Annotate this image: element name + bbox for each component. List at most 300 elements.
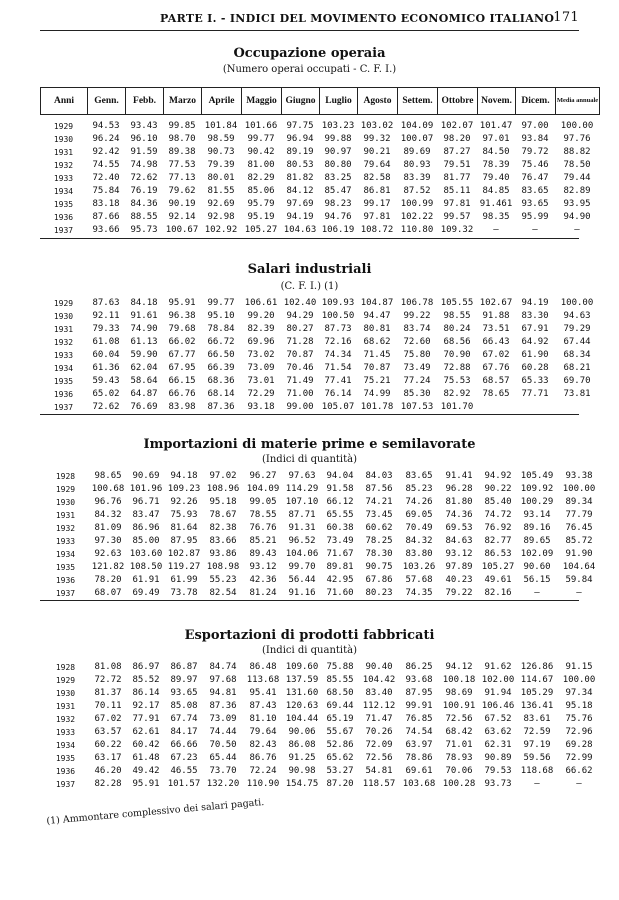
value-cell: 102.92 [204, 225, 238, 235]
value-cell: 72.62 [92, 402, 120, 412]
value-cell: 78.39 [482, 160, 510, 170]
value-cell: 85.08 [170, 701, 198, 711]
value-cell: 92.42 [92, 147, 120, 157]
value-cell: 102.07 [440, 121, 474, 131]
value-cell: 74.35 [405, 588, 433, 598]
table-row [40, 133, 599, 146]
value-cell: 72.29 [247, 389, 275, 399]
value-cell: 98.35 [482, 212, 510, 222]
value-cell: — [574, 225, 580, 235]
value-cell: 86.14 [132, 688, 160, 698]
value-cell: 91.61 [130, 311, 158, 321]
value-cell: 86.87 [170, 662, 198, 672]
value-cell: 99.88 [324, 134, 352, 144]
value-cell: 94.47 [363, 311, 391, 321]
value-cell: 102.67 [479, 298, 513, 308]
value-cell: 66.43 [482, 337, 510, 347]
value-cell: 63.57 [94, 727, 122, 737]
value-cell: 74.98 [130, 160, 158, 170]
year-cell: 1934 [55, 741, 76, 750]
value-cell: 65.19 [326, 714, 354, 724]
value-cell: 66.12 [326, 497, 354, 507]
value-cell: 79.22 [445, 588, 473, 598]
value-cell: 83.25 [324, 173, 352, 183]
year-cell: 1930 [53, 312, 74, 321]
table-row [40, 159, 599, 172]
year-cell: 1932 [55, 524, 76, 533]
value-cell: 80.81 [363, 324, 391, 334]
value-cell: 103.68 [402, 779, 436, 789]
value-cell: 72.60 [403, 337, 431, 347]
value-cell: 79.53 [484, 766, 512, 776]
value-cell: 94.19 [521, 298, 549, 308]
value-cell: 62.31 [484, 740, 512, 750]
value-cell: 93.68 [405, 675, 433, 685]
section-title: Importazioni di materie prime e semilavorate [143, 437, 476, 452]
table-row [40, 297, 599, 310]
data-table-esportazioni [42, 661, 601, 791]
value-cell: 93.66 [92, 225, 120, 235]
value-cell: 91.59 [130, 147, 158, 157]
value-cell: 97.81 [363, 212, 391, 222]
value-cell: 91.16 [288, 588, 316, 598]
value-cell: 108.50 [129, 562, 163, 572]
value-cell: 89.16 [523, 523, 551, 533]
year-cell: 1936 [55, 767, 76, 776]
section-title: Salari industriali [247, 262, 372, 277]
value-cell: 74.99 [363, 389, 391, 399]
value-cell: 91.88 [482, 311, 510, 321]
value-cell: 76.14 [324, 389, 352, 399]
value-cell: 79.51 [443, 160, 471, 170]
running-title: PARTE I. - INDICI DEL MOVIMENTO ECONOMICO ITALIANO [160, 12, 555, 25]
value-cell: 82.92 [443, 389, 471, 399]
value-cell: 102.00 [481, 675, 515, 685]
value-cell: 94.19 [286, 212, 314, 222]
year-cell: 1929 [55, 485, 76, 494]
value-cell: 82.54 [209, 588, 237, 598]
year-cell: 1932 [55, 715, 76, 724]
value-cell: 87.95 [170, 536, 198, 546]
value-cell: 80.23 [365, 588, 393, 598]
value-cell: 96.28 [445, 484, 473, 494]
value-cell: 72.96 [565, 727, 593, 737]
table-row [40, 362, 599, 375]
value-cell: 76.92 [484, 523, 512, 533]
value-cell: 49.42 [132, 766, 160, 776]
value-cell: 89.81 [326, 562, 354, 572]
year-cell: 1934 [53, 187, 74, 196]
value-cell: 67.86 [365, 575, 393, 585]
value-cell: — [493, 225, 499, 235]
value-cell: 65.33 [521, 376, 549, 386]
table-row [40, 349, 599, 362]
value-cell: 81.10 [249, 714, 277, 724]
col-header: Ottobre [438, 88, 478, 115]
value-cell: 94.53 [92, 121, 120, 131]
value-cell: 112.12 [362, 701, 396, 711]
value-cell: 85.30 [403, 389, 431, 399]
value-cell: 84.17 [170, 727, 198, 737]
value-cell: 67.77 [168, 350, 196, 360]
value-cell: 74.54 [405, 727, 433, 737]
table-row [40, 172, 599, 185]
value-cell: 82.89 [563, 186, 591, 196]
value-cell: 97.76 [563, 134, 591, 144]
value-cell: 66.39 [207, 363, 235, 373]
year-cell: 1934 [53, 364, 74, 373]
value-cell: 77.41 [324, 376, 352, 386]
value-cell: 100.99 [400, 199, 434, 209]
value-cell: 99.32 [363, 134, 391, 144]
value-cell: 67.44 [563, 337, 591, 347]
value-cell: 68.14 [207, 389, 235, 399]
value-cell: 91.41 [445, 471, 473, 481]
value-cell: 100.29 [520, 497, 554, 507]
value-cell: 73.49 [403, 363, 431, 373]
value-cell: 109.92 [520, 484, 554, 494]
year-cell: 1930 [55, 689, 76, 698]
table-row [42, 522, 601, 535]
value-cell: 78.65 [482, 389, 510, 399]
value-cell: 83.80 [405, 549, 433, 559]
value-cell: 70.90 [443, 350, 471, 360]
table-row [40, 198, 599, 211]
year-cell: 1929 [53, 122, 74, 131]
value-cell: 92.63 [94, 549, 122, 559]
value-cell [477, 401, 515, 414]
value-cell: 91.15 [565, 662, 593, 672]
value-cell: 88.55 [130, 212, 158, 222]
data-table-importazioni [42, 470, 601, 600]
year-cell: 1937 [55, 780, 76, 789]
table-row [42, 496, 601, 509]
year-cell: 1933 [53, 174, 74, 183]
value-cell: 93.38 [565, 471, 593, 481]
value-cell: 84.18 [130, 298, 158, 308]
value-cell: 76.47 [521, 173, 549, 183]
year-cell: 1929 [55, 676, 76, 685]
value-cell: 70.49 [405, 523, 433, 533]
value-cell: 80.27 [286, 324, 314, 334]
section-title: Esportazioni di prodotti fabbricati [184, 628, 435, 643]
value-cell: 90.73 [207, 147, 235, 157]
value-cell: 98.70 [168, 134, 196, 144]
value-cell: 101.84 [204, 121, 238, 131]
value-cell: 95.73 [130, 225, 158, 235]
value-cell: 83.18 [92, 199, 120, 209]
col-header: Maggio [242, 88, 282, 115]
value-cell: 70.46 [286, 363, 314, 373]
value-cell: 120.63 [285, 701, 319, 711]
year-cell: 1936 [53, 213, 74, 222]
value-cell: 82.16 [484, 588, 512, 598]
value-cell: 87.73 [324, 324, 352, 334]
table-row [40, 224, 599, 237]
value-cell: 99.77 [207, 298, 235, 308]
value-cell: 86.08 [288, 740, 316, 750]
value-cell: 96.71 [132, 497, 160, 507]
value-cell: 96.24 [92, 134, 120, 144]
value-cell: 101.70 [440, 402, 474, 412]
value-cell: 93.65 [170, 688, 198, 698]
value-cell: 71.67 [326, 549, 354, 559]
year-cell: 1936 [53, 390, 74, 399]
year-cell: 1931 [55, 511, 76, 520]
value-cell: 82.58 [363, 173, 391, 183]
value-cell: 72.24 [249, 766, 277, 776]
value-cell: 93.86 [209, 549, 237, 559]
col-header: Media annuale [556, 88, 600, 115]
value-cell: 93.18 [247, 402, 275, 412]
value-cell: 104.09 [400, 121, 434, 131]
value-cell: 61.90 [521, 350, 549, 360]
value-cell: 81.77 [443, 173, 471, 183]
value-cell: 64.87 [130, 389, 158, 399]
value-cell: 84.74 [209, 662, 237, 672]
year-cell: 1928 [55, 472, 76, 481]
year-cell: 1931 [53, 325, 74, 334]
value-cell: 106.78 [400, 298, 434, 308]
value-cell: 73.70 [209, 766, 237, 776]
value-cell: 66.50 [207, 350, 235, 360]
value-cell: 69.28 [565, 740, 593, 750]
value-cell: 86.25 [405, 662, 433, 672]
value-cell: 93.73 [484, 779, 512, 789]
value-cell: 84.85 [482, 186, 510, 196]
value-cell: 82.29 [247, 173, 275, 183]
value-cell: 81.37 [94, 688, 122, 698]
table-row [40, 336, 599, 349]
value-cell: 102.22 [400, 212, 434, 222]
data-table-occupazione [40, 120, 599, 237]
value-cell: 85.00 [132, 536, 160, 546]
value-cell: 83.40 [365, 688, 393, 698]
value-cell: 46.55 [170, 766, 198, 776]
table-row [42, 661, 601, 674]
value-cell: 93.43 [130, 121, 158, 131]
value-cell: 57.68 [405, 575, 433, 585]
value-cell: 87.52 [403, 186, 431, 196]
table-row [42, 574, 601, 587]
value-cell: 83.98 [168, 402, 196, 412]
value-cell: 108.98 [206, 562, 240, 572]
value-cell: 66.15 [168, 376, 196, 386]
value-cell: 73.49 [326, 536, 354, 546]
value-cell: 71.54 [324, 363, 352, 373]
value-cell: 87.63 [92, 298, 120, 308]
value-cell: 87.43 [249, 701, 277, 711]
value-cell: 68.36 [207, 376, 235, 386]
value-cell: 105.55 [440, 298, 474, 308]
table-row [42, 765, 601, 778]
value-cell: — [576, 779, 582, 789]
value-cell: 83.74 [403, 324, 431, 334]
value-cell: 95.18 [209, 497, 237, 507]
value-cell: 73.45 [365, 510, 393, 520]
value-cell: 73.02 [247, 350, 275, 360]
value-cell: 49.61 [484, 575, 512, 585]
value-cell: 70.87 [363, 363, 391, 373]
value-cell: 79.72 [521, 147, 549, 157]
value-cell: 109.93 [321, 298, 355, 308]
value-cell: 118.68 [520, 766, 554, 776]
table-row [42, 752, 601, 765]
value-cell: 103.26 [402, 562, 436, 572]
value-cell: 113.68 [246, 675, 280, 685]
value-cell: 78.86 [405, 753, 433, 763]
value-cell: 99.00 [286, 402, 314, 412]
value-cell: 90.19 [168, 199, 196, 209]
value-cell: 104.06 [285, 549, 319, 559]
value-cell: 86.96 [132, 523, 160, 533]
value-cell: 94.90 [563, 212, 591, 222]
value-cell: 61.08 [92, 337, 120, 347]
value-cell: 54.81 [365, 766, 393, 776]
table-row [40, 185, 599, 198]
value-cell: 95.41 [249, 688, 277, 698]
table-row [42, 561, 601, 574]
value-cell: 84.32 [405, 536, 433, 546]
value-cell: 73.09 [209, 714, 237, 724]
value-cell: 94.12 [445, 662, 473, 672]
value-cell: 91.90 [565, 549, 593, 559]
value-cell: 75.76 [565, 714, 593, 724]
value-cell: 68.34 [563, 350, 591, 360]
value-cell: 82.77 [484, 536, 512, 546]
value-cell: 81.82 [286, 173, 314, 183]
value-cell: 78.84 [207, 324, 235, 334]
value-cell: 69.53 [445, 523, 473, 533]
value-cell: 93.12 [249, 562, 277, 572]
year-cell: 1933 [55, 728, 76, 737]
value-cell: 72.09 [365, 740, 393, 750]
value-cell: 56.15 [523, 575, 551, 585]
value-cell: 71.60 [326, 588, 354, 598]
value-cell: 52.86 [326, 740, 354, 750]
value-cell: 67.95 [168, 363, 196, 373]
value-cell: 74.34 [324, 350, 352, 360]
section-subtitle: (Indici di quantità) [262, 454, 357, 465]
value-cell: 77.91 [132, 714, 160, 724]
value-cell: 55.67 [326, 727, 354, 737]
value-cell: 92.17 [132, 701, 160, 711]
value-cell: 75.53 [443, 376, 471, 386]
table-row [42, 587, 601, 600]
value-cell: 98.69 [445, 688, 473, 698]
value-cell: 101.96 [129, 484, 163, 494]
value-cell: 108.96 [206, 484, 240, 494]
value-cell: 67.02 [482, 350, 510, 360]
value-cell: 86.53 [484, 549, 512, 559]
value-cell: 77.53 [168, 160, 196, 170]
page-number: 171 [553, 10, 579, 25]
value-cell: 109.60 [285, 662, 319, 672]
value-cell: 89.43 [249, 549, 277, 559]
value-cell: 55.23 [209, 575, 237, 585]
value-cell: 81.55 [207, 186, 235, 196]
value-cell: 84.36 [130, 199, 158, 209]
value-cell: 66.02 [168, 337, 196, 347]
value-cell: 99.17 [363, 199, 391, 209]
value-cell: 78.55 [249, 510, 277, 520]
value-cell: 46.20 [94, 766, 122, 776]
value-cell: 83.65 [521, 186, 549, 196]
value-cell: 64.92 [521, 337, 549, 347]
value-cell: 67.02 [94, 714, 122, 724]
value-cell: 84.63 [445, 536, 473, 546]
value-cell: 69.05 [405, 510, 433, 520]
value-cell: 97.68 [209, 675, 237, 685]
value-cell: 91.58 [326, 484, 354, 494]
section-rule [40, 600, 579, 601]
value-cell: 105.29 [520, 688, 554, 698]
value-cell: 71.00 [286, 389, 314, 399]
value-cell: 87.27 [443, 147, 471, 157]
value-cell: 79.68 [168, 324, 196, 334]
year-cell: 1930 [55, 498, 76, 507]
value-cell: 96.27 [249, 471, 277, 481]
value-cell: 60.62 [365, 523, 393, 533]
value-cell: 93.65 [521, 199, 549, 209]
value-cell: 101.78 [360, 402, 394, 412]
table-row [40, 310, 599, 323]
value-cell: 91.62 [484, 662, 512, 672]
value-cell: 90.42 [247, 147, 275, 157]
value-cell: 136.41 [520, 701, 554, 711]
value-cell: 82.43 [249, 740, 277, 750]
year-cell: 1930 [53, 135, 74, 144]
value-cell: 96.38 [168, 311, 196, 321]
value-cell: 81.00 [247, 160, 275, 170]
value-cell: 82.28 [94, 779, 122, 789]
value-cell: 75.21 [363, 376, 391, 386]
value-cell: 80.24 [443, 324, 471, 334]
value-cell: 61.91 [132, 575, 160, 585]
value-cell: 83.61 [523, 714, 551, 724]
value-cell: 92.98 [207, 212, 235, 222]
value-cell: 68.57 [482, 376, 510, 386]
section-title: Occupazione operaia [233, 46, 386, 61]
year-cell: 1928 [55, 663, 76, 672]
value-cell: 70.87 [286, 350, 314, 360]
value-cell: 92.11 [92, 311, 120, 321]
value-cell: 97.30 [94, 536, 122, 546]
value-cell: 100.68 [91, 484, 125, 494]
value-cell: 89.69 [403, 147, 431, 157]
value-cell: 60.28 [521, 363, 549, 373]
value-cell: 66.66 [170, 740, 198, 750]
value-cell: 77.79 [565, 510, 593, 520]
value-cell: 74.26 [405, 497, 433, 507]
value-cell: 72.72 [94, 675, 122, 685]
value-cell: 110.80 [400, 225, 434, 235]
value-cell: 63.17 [94, 753, 122, 763]
value-cell: 89.65 [523, 536, 551, 546]
value-cell: 69.70 [563, 376, 591, 386]
value-cell: 59.56 [523, 753, 551, 763]
value-cell: 70.06 [445, 766, 473, 776]
value-cell: 100.91 [442, 701, 476, 711]
value-cell: 90.69 [132, 471, 160, 481]
value-cell: 63.62 [484, 727, 512, 737]
year-cell: 1931 [55, 702, 76, 711]
value-cell: 61.13 [130, 337, 158, 347]
value-cell: 92.26 [170, 497, 198, 507]
value-cell: 65.44 [209, 753, 237, 763]
value-cell: 60.42 [132, 740, 160, 750]
value-cell: 67.23 [170, 753, 198, 763]
